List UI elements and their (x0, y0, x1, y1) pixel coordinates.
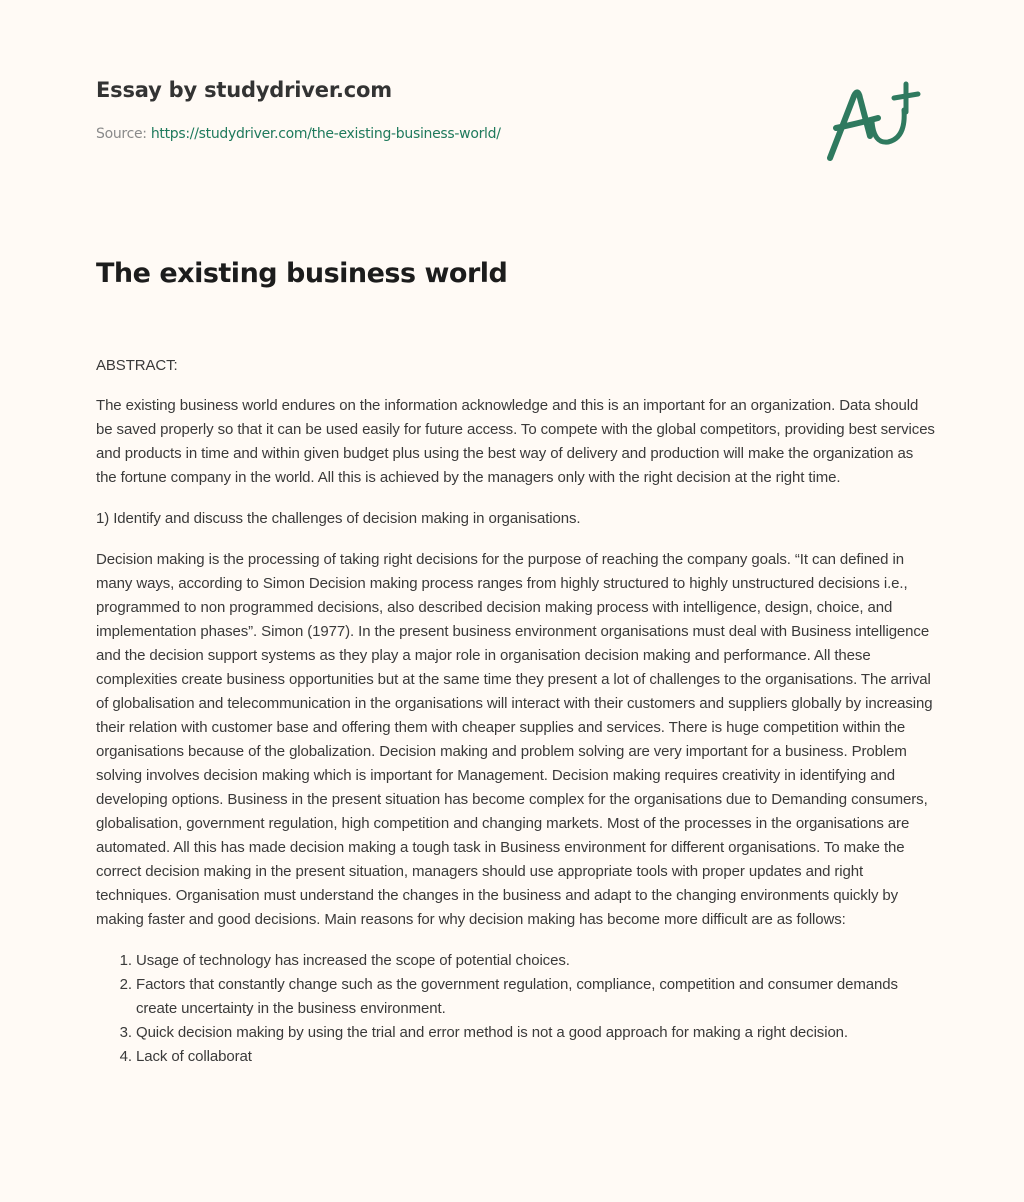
list-item: 4. Lack of collaborat (136, 1045, 936, 1069)
source-link[interactable]: https://studydriver.com/the-existing-business-world/ (150, 126, 501, 142)
question-heading: 1) Identify and discuss the challenges of decision making in organisations. (96, 510, 581, 527)
a-plus-grade-icon (822, 66, 932, 166)
reasons-list (96, 949, 936, 1069)
abstract-paragraph: The existing business world endures on the information acknowledge and this is an important for an organization. Data should be saved properly so that it can be used easily for future access. To compete with the global competitors, providing best services and products in time and within given budget plus using the best way of delivery and production will make the organization as the fortune company in the world. All this is achieved by the managers only with the right decision at the right time. (96, 397, 935, 486)
list-item: 1. Usage of technology has increased the scope of potential choices. (136, 949, 936, 973)
article-body (96, 354, 936, 1069)
list-item: 2. Factors that constantly change such as the government regulation, compliance, competition and consumer demands create uncertainty in the business environment. (136, 973, 936, 1021)
brand-title: Essay by studydriver.com (96, 78, 392, 102)
abstract-label: ABSTRACT: (96, 357, 178, 374)
source-label: Source: (96, 126, 147, 142)
article-title: The existing business world (96, 258, 508, 289)
list-item: 3. Quick decision making by using the trial and error method is not a good approach for making a right decision. (136, 1021, 936, 1045)
body-paragraph: Decision making is the processing of taking right decisions for the purpose of reaching the company goals. “It can defined in many ways, according to Simon Decision making process ranges from highly structured to highly unstructured decisions i.e., programmed to non programmed decisions, also described decision making process with intelligence, design, choice, and implementation phases”. Simon (1977). In the present business environment organisations must deal with Business intelligence and the decision support systems as they play a major role in organisation decision making and performance. All these complexities create business opportunities but at the same time they present a lot of challenges to the organisations. The arrival of globalisation and telecommunication in the organisations will interact with their customers and suppliers globally by increasing their relation with customer base and offering them with cheaper supplies and services. There is huge competition within the organisations because of the globalization. Decision making and problem solving are very important for a business. Problem solving involves decision making which is important for Management. Decision making requires creativity in identifying and developing options. Business in the present situation has become complex for the organisations due to Demanding consumers, globalisation, government regulation, high competition and changing markets. Most of the processes in the organisations are automated. All this has made decision making a tough task in Business environment for different organisations. To make the correct decision making in the present situation, managers should use appropriate tools with proper updates and right techniques. Organisation must understand the changes in the business and adapt to the changing environments quickly by making faster and good decisions. Main reasons for why decision making has become more difficult are as follows: (96, 551, 933, 928)
page-header (96, 74, 936, 142)
source-line (96, 124, 501, 144)
